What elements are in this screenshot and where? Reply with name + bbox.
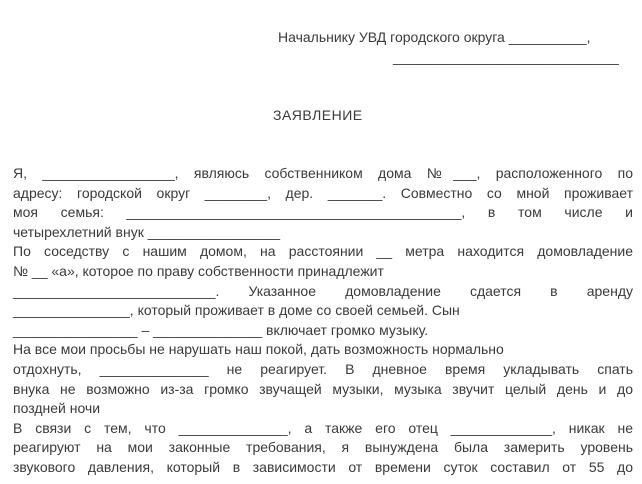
body-line: По соседству с нашим домом, на расстоянии __ метра находится домовладение bbox=[13, 243, 633, 260]
addressee-line-2: _____________________________ bbox=[393, 49, 619, 65]
body-line: поздней ночи bbox=[13, 400, 101, 417]
statement-body bbox=[13, 164, 633, 478]
body-line: отдохнуть, ______________ не реагирует. В дневное время укладывать спать bbox=[13, 360, 633, 377]
body-line: звукового давления, который в зависимости от времени суток составил от 55 до bbox=[13, 458, 633, 475]
body-line: В связи с тем, что ______________, а также его отец _____________, никак не bbox=[13, 419, 633, 436]
body-line: четырехлетний внук _________________ bbox=[13, 223, 281, 240]
body-line: реагируют на мои законные требования, я вынуждена была замерить уровень bbox=[13, 439, 633, 456]
body-line: адресу: городской округ ________, дер. _______. Совместно со мной проживает bbox=[13, 184, 633, 201]
body-line: внука не возможно из-за громко звучащей музыки, музыка звучит целый день и до bbox=[13, 380, 633, 397]
addressee-line-1: Начальнику УВД городского округа __________, bbox=[278, 29, 591, 45]
document-title: ЗАЯВЛЕНИЕ bbox=[273, 107, 363, 123]
body-line: моя семья: ___________________________________________, в том числе и bbox=[13, 204, 633, 221]
body-line: __________________________. Указанное домовладение сдается в аренду bbox=[13, 282, 633, 299]
body-line: На все мои просьбы не нарушать наш покой, дать возможность нормально bbox=[13, 341, 504, 358]
body-line: № __ «а», которое по праву собственности принадлежит bbox=[13, 262, 384, 279]
body-line: ________________ – ______________ включает громко музыку. bbox=[13, 321, 429, 338]
body-line: _______________, который проживает в доме со своей семьей. Сын bbox=[13, 302, 460, 319]
body-line: Я, _________________, являюсь собственником дома №___, расположенного по bbox=[13, 165, 633, 181]
